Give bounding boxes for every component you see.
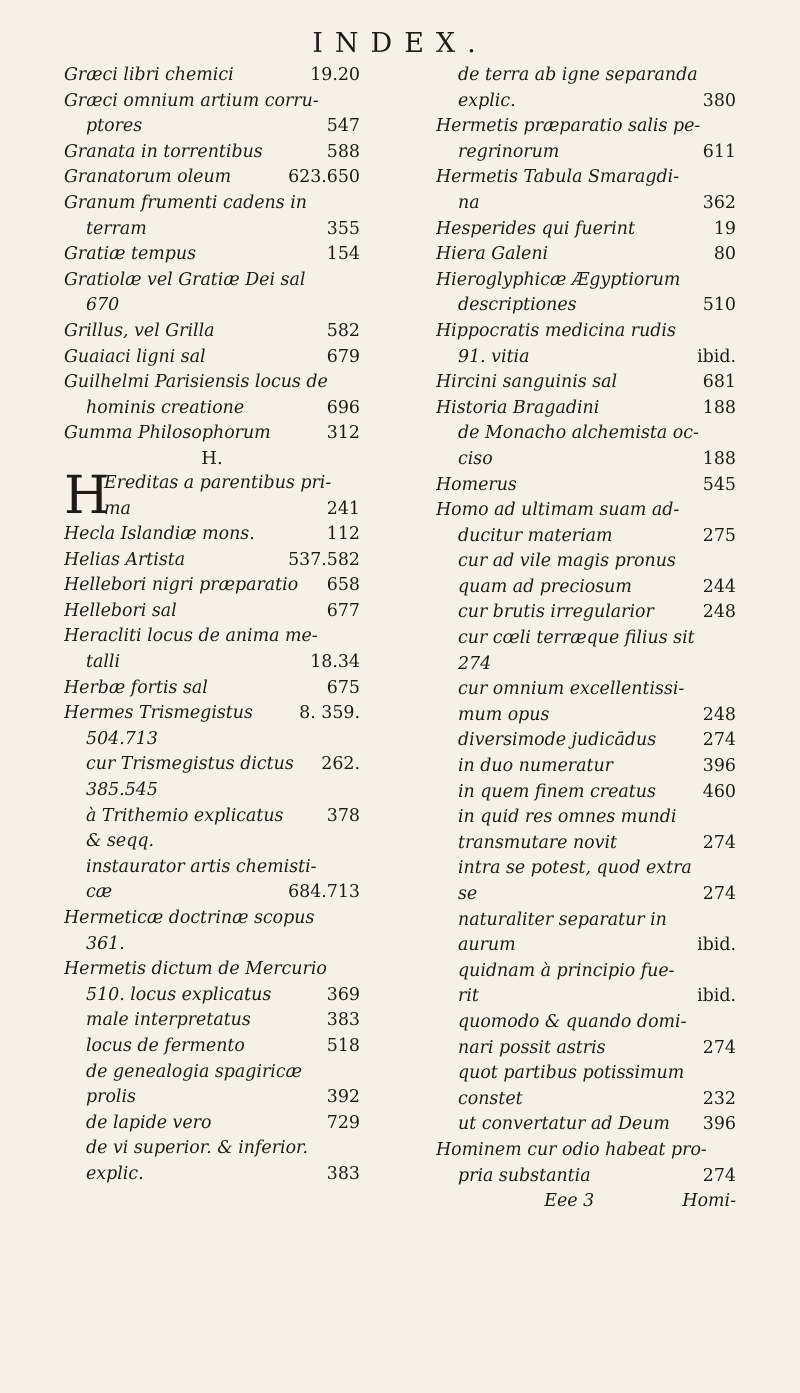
page-ref: 355 (326, 218, 360, 239)
footer-line (436, 1189, 736, 1215)
entry-text: quomodo & quando domi- (458, 1011, 687, 1032)
entry-line (436, 1061, 736, 1087)
entry-line (64, 701, 360, 727)
entry-line (64, 242, 360, 268)
page-ref: 188 (702, 397, 736, 418)
drop-capital: H (64, 465, 110, 526)
page-ref: 696 (326, 397, 360, 418)
index-entry (436, 473, 736, 499)
page-ref: 684.713 (288, 882, 360, 903)
entry-line (436, 140, 736, 166)
entry-text: cur Trismegistus dictus (86, 754, 294, 775)
entry-text: in duo numeratur (458, 756, 613, 777)
page-ref: ibid. (697, 935, 736, 956)
entry-line (64, 624, 360, 650)
page-ref: 188 (702, 448, 736, 469)
entry-line (64, 983, 360, 1009)
entry-text: Granata in torrentibus (64, 141, 263, 162)
entry-text: talli (86, 652, 121, 673)
entry-line (64, 855, 360, 881)
entry-line (64, 268, 360, 294)
page-ref: 588 (326, 141, 360, 162)
page-ref: 675 (326, 677, 360, 698)
page-ref: 460 (702, 781, 736, 802)
entry-line (436, 114, 736, 140)
entry-text: rit (458, 986, 479, 1007)
entry-text: male interpretatus (86, 1010, 251, 1031)
entry-line (436, 1036, 736, 1062)
entry-text: 274 (458, 653, 492, 674)
entry-line (64, 1008, 360, 1034)
entry-line (436, 933, 736, 959)
entry-line (64, 727, 360, 753)
entry-line (64, 1034, 360, 1060)
page-ref: 274 (702, 1165, 736, 1186)
entry-text: Herbæ fortis sal (64, 677, 208, 698)
page-ref: 262. (321, 754, 360, 775)
entry-line (436, 217, 736, 243)
entry-line (436, 626, 736, 652)
entry-line (64, 217, 360, 243)
index-entry (64, 63, 360, 89)
index-entry (436, 63, 736, 114)
entry-text: Hermetis dictum de Mercurio (64, 959, 327, 980)
entry-text: Hecla Islandiæ mons. (64, 524, 255, 545)
entry-text: Historia Bragadini (436, 397, 600, 418)
index-entry (64, 191, 360, 242)
entry-text: de Monacho alchemista oc- (458, 423, 699, 444)
index-entry (64, 268, 360, 319)
page-ref: 274 (702, 730, 736, 751)
entry-text: Hermetis præparatio salis pe- (436, 116, 701, 137)
entry-line (436, 780, 736, 806)
entry-line (64, 191, 360, 217)
entry-line (436, 677, 736, 703)
entry-line (64, 345, 360, 371)
page-ref: 396 (702, 756, 736, 777)
index-entry (64, 242, 360, 268)
entry-text: de lapide vero (86, 1112, 212, 1133)
entry-line (64, 676, 360, 702)
entry-body (104, 471, 360, 522)
entry-line (436, 575, 736, 601)
index-entry (64, 599, 360, 625)
page-ref: 611 (702, 141, 736, 162)
entry-line (64, 1060, 360, 1086)
entry-text: ptores (86, 116, 143, 137)
entry-text: Hesperides qui fuerint (436, 218, 635, 239)
entry-line (64, 1111, 360, 1137)
entry-text: ciso (458, 448, 493, 469)
entry-text: Hellebori nigri præparatio (64, 575, 299, 596)
entry-line (64, 370, 360, 396)
entry-line (436, 268, 736, 294)
entry-line (64, 89, 360, 115)
index-entry (436, 396, 736, 473)
entry-text: Gratiæ tempus (64, 244, 197, 265)
index-entry (64, 906, 360, 957)
entry-line (64, 778, 360, 804)
page-ref: 545 (702, 474, 736, 495)
entry-line (64, 421, 360, 447)
entry-line (64, 599, 360, 625)
entry-text: de vi superior. & inferior. (86, 1138, 308, 1159)
index-entry (64, 548, 360, 574)
index-entry (436, 498, 736, 1138)
entry-text: terram (86, 218, 147, 239)
page-ref: 623.650 (288, 167, 360, 188)
page-ref: 19 (713, 218, 736, 239)
entry-text: intra se potest, quod extra (458, 858, 692, 879)
entry-line (436, 165, 736, 191)
entry-text: descriptiones (458, 295, 577, 316)
index-entry (436, 370, 736, 396)
index-entry (436, 319, 736, 370)
index-entry (436, 242, 736, 268)
page-ref: 241 (326, 498, 360, 519)
page-ref: 383 (326, 1163, 360, 1184)
entry-line (436, 1164, 736, 1190)
entry-text: quot partibus potissimum (458, 1063, 685, 1084)
index-entry (436, 217, 736, 243)
right-column (436, 63, 736, 1215)
entry-text: cur ad vile magis pronus (458, 551, 676, 572)
entry-line (436, 549, 736, 575)
entry-text: cur cœli terræque filius sit (458, 628, 695, 649)
entry-line (436, 1087, 736, 1113)
entry-line (64, 548, 360, 574)
entry-text: cur omnium excellentissi- (458, 679, 685, 700)
entry-text: Hiera Galeni (436, 244, 549, 265)
entry-text: constet (458, 1088, 523, 1109)
page-ref: 378 (326, 805, 360, 826)
entry-line (64, 752, 360, 778)
entry-text: regrinorum (458, 141, 560, 162)
page-ref: 677 (326, 600, 360, 621)
entry-line (436, 319, 736, 345)
entry-text: Hellebori sal (64, 600, 177, 621)
entry-line (64, 165, 360, 191)
page-ref: 312 (326, 423, 360, 444)
entry-text: Hippocratis medicina rudis (436, 320, 676, 341)
entry-line (436, 293, 736, 319)
entry-text: cæ (86, 882, 113, 903)
entry-text: pria substantia (458, 1165, 591, 1186)
entry-text: Græci libri chemici (64, 65, 234, 85)
page-ref: 729 (326, 1112, 360, 1133)
entry-line (64, 573, 360, 599)
index-entry (64, 89, 360, 140)
entry-text: Helias Artista (64, 549, 186, 570)
entry-text: Hermes Trismegistus (64, 703, 253, 724)
entry-text: Heracliti locus de anima me- (64, 626, 318, 647)
page-ref: ibid. (697, 986, 736, 1007)
page-ref: 380 (702, 90, 736, 111)
entry-text: 385.545 (86, 780, 158, 801)
entry-line (64, 906, 360, 932)
entry-line (64, 396, 360, 422)
index-entry (64, 957, 360, 1187)
entry-line (436, 959, 736, 985)
page-ref: 392 (326, 1087, 360, 1108)
entry-line (436, 242, 736, 268)
entry-line (436, 1010, 736, 1036)
entry-line (436, 856, 736, 882)
entry-line (436, 728, 736, 754)
entry-line (436, 191, 736, 217)
entry-text: Guilhelmi Parisiensis locus de (64, 372, 328, 393)
index-entry (64, 465, 360, 526)
entry-text: na (458, 192, 480, 213)
entry-text: cur brutis irregularior (458, 602, 654, 623)
page-ref: 510 (702, 295, 736, 316)
index-entry (64, 421, 360, 447)
index-entry (64, 701, 360, 906)
entry-line (64, 1085, 360, 1111)
entry-text: diversimode judicādus (458, 730, 657, 751)
entry-text: aurum (458, 935, 516, 956)
entry-line (64, 1136, 360, 1162)
entry-text: Gratiolæ vel Gratiæ Dei sal (64, 269, 306, 290)
entry-text: de terra ab igne separanda (458, 65, 698, 85)
page-title: INDEX. (312, 28, 488, 59)
index-columns (60, 63, 740, 1215)
entry-line (436, 1138, 736, 1164)
entry-text: transmutare novit (458, 832, 618, 853)
page-ref: 679 (326, 346, 360, 367)
entry-line (436, 421, 736, 447)
entry-text: ut convertatur ad Deum (458, 1114, 670, 1135)
page-ref: 80 (713, 244, 736, 265)
entry-line (64, 1162, 360, 1188)
entry-line (104, 497, 360, 523)
entry-line (436, 831, 736, 857)
entry-text: explic. (86, 1163, 144, 1184)
index-entry (64, 165, 360, 191)
signature-mark: Eee 3 (544, 1191, 595, 1212)
page-ref: 8. 359. (299, 703, 360, 724)
entry-text: se (458, 884, 478, 904)
entry-text: 361. (86, 933, 125, 954)
entry-line (104, 471, 360, 497)
entry-text: in quem finem creatus (458, 781, 656, 802)
entry-line (436, 805, 736, 831)
index-entry (436, 165, 736, 216)
entry-line (436, 447, 736, 473)
entry-text: Gumma Philosophorum (64, 423, 271, 444)
entry-text: quam ad preciosum (458, 576, 632, 597)
index-entry (64, 319, 360, 345)
entry-text: locus de fermento (86, 1035, 245, 1056)
entry-line (436, 882, 736, 908)
entry-line (436, 396, 736, 422)
entry-line (64, 932, 360, 958)
entry-text: & seqq. (86, 831, 155, 852)
entry-text: explic. (458, 90, 516, 111)
index-entry (64, 624, 360, 675)
entry-text: 670 (86, 295, 120, 316)
entry-text: Guaiaci ligni sal (64, 346, 206, 367)
page-ref: 248 (702, 704, 736, 725)
index-entry (64, 522, 360, 548)
entry-text: Granum frumenti cadens in (64, 192, 307, 213)
entry-text: ma (104, 498, 131, 519)
entry-text: 510. locus explicatus (86, 984, 272, 1005)
entry-line (436, 754, 736, 780)
page-ref: 518 (326, 1035, 360, 1056)
page-ref: 681 (702, 372, 736, 393)
entry-text: Homerus (436, 474, 517, 495)
entry-line (64, 957, 360, 983)
entry-line (64, 140, 360, 166)
entry-text: quidnam à principio fue- (458, 960, 675, 981)
index-entry (64, 573, 360, 599)
index-entry (64, 370, 360, 421)
page-ref: 244 (702, 576, 736, 597)
entry-text: de genealogia spagiricæ (86, 1061, 302, 1082)
page-ref: 369 (326, 984, 360, 1005)
entry-text: Grillus, vel Grilla (64, 320, 215, 341)
index-entry (64, 140, 360, 166)
entry-line (436, 524, 736, 550)
entry-text: instaurator artis chemisti- (86, 856, 317, 877)
page-ref: 537.582 (288, 549, 360, 570)
entry-line (64, 522, 360, 548)
page-header (60, 28, 740, 59)
entry-text: Hermeticæ doctrinæ scopus (64, 908, 315, 928)
entry-line (64, 63, 360, 89)
page-ref: 154 (326, 244, 360, 265)
entry-text: Granatorum oleum (64, 167, 232, 188)
entry-text: Homo ad ultimam suam ad- (436, 500, 680, 521)
page-ref: 547 (326, 116, 360, 137)
index-entry (64, 676, 360, 702)
entry-line (64, 293, 360, 319)
index-entry (436, 114, 736, 165)
entry-text: 504.713 (86, 728, 158, 749)
entry-text: ducitur materiam (458, 525, 613, 546)
entry-line (436, 473, 736, 499)
entry-text: Græci omnium artium corru- (64, 90, 319, 111)
entry-text: mum opus (458, 704, 550, 725)
entry-line (436, 498, 736, 524)
page-ref: 582 (326, 320, 360, 341)
entry-text: in quid res omnes mundi (458, 807, 677, 828)
page-ref: 383 (326, 1010, 360, 1031)
index-entry (64, 345, 360, 371)
entry-text: hominis creatione (86, 397, 245, 418)
entry-line (64, 804, 360, 830)
entry-text: 91. vitia (458, 346, 530, 367)
entry-line (436, 345, 736, 371)
entry-text: Hircini sanguinis sal (436, 372, 618, 393)
page-ref: 658 (326, 575, 360, 596)
index-entry (436, 268, 736, 319)
left-column (64, 63, 360, 1215)
page-ref: ibid. (697, 346, 736, 367)
entry-text: Ereditas a parentibus pri- (104, 472, 332, 493)
entry-line (436, 908, 736, 934)
page-ref: 362 (702, 192, 736, 213)
entry-text: Hermetis Tabula Smaragdi- (436, 167, 680, 188)
entry-line (436, 63, 736, 89)
page-ref: 274 (702, 884, 736, 904)
entry-line (64, 829, 360, 855)
page-ref: 112 (326, 524, 360, 545)
entry-text: Hominem cur odio habeat pro- (436, 1139, 707, 1160)
entry-line (64, 880, 360, 906)
entry-text: à Trithemio explicatus (86, 805, 284, 826)
entry-line (64, 114, 360, 140)
page-ref: 19.20 (310, 65, 360, 85)
entry-line (436, 984, 736, 1010)
entry-line (436, 703, 736, 729)
page-ref: 274 (702, 1037, 736, 1058)
letter-heading: H. (201, 447, 223, 469)
page-ref: 18.34 (310, 652, 360, 673)
entry-line (436, 1112, 736, 1138)
index-entry (436, 1138, 736, 1189)
page-ref: 248 (702, 602, 736, 623)
entry-line (436, 89, 736, 115)
entry-text: Hieroglyphicæ Ægyptiorum (436, 269, 681, 290)
entry-line (64, 650, 360, 676)
entry-line (436, 370, 736, 396)
page-ref: 232 (702, 1088, 736, 1109)
page-ref: 274 (702, 832, 736, 853)
page-ref: 396 (702, 1114, 736, 1135)
entry-line (64, 319, 360, 345)
entry-text: nari possit astris (458, 1037, 606, 1058)
entry-text: naturaliter separatur in (458, 909, 667, 930)
page-ref: 275 (702, 525, 736, 546)
entry-text: prolis (86, 1087, 136, 1108)
entry-line (436, 652, 736, 678)
entry-line (436, 600, 736, 626)
catchword: Homi- (682, 1191, 736, 1212)
